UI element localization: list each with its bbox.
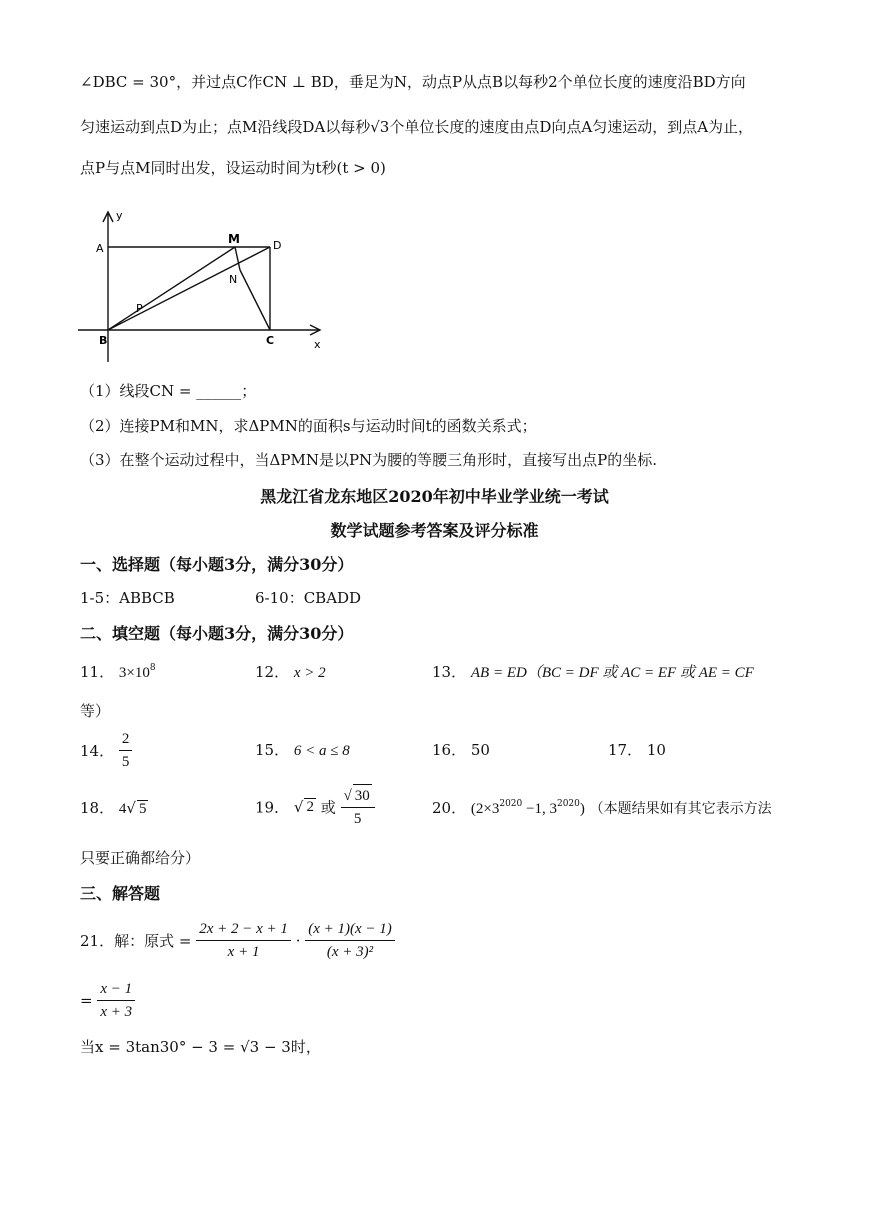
answer-18: 18． 4√ 5: [80, 799, 147, 817]
solution-21-line-3: 当x = 3tan30° − 3 = √3 − 3时，: [80, 1038, 321, 1056]
question-3: （3）在整个运动过程中，当ΔPMN是以PN为腰的等腰三角形时，直接写出点P的坐标.: [80, 451, 658, 469]
answer-15: 15． 6 < a ≤ 8: [255, 741, 350, 759]
section-choice-heading: 一、选择题（每小题3分，满分30分）: [80, 555, 354, 574]
answer-16: 16． 50: [432, 741, 490, 759]
answer-11: 11． $3\times 10^8$: [80, 663, 156, 681]
choice-answers-1-5: 1-5：ABBCB: [80, 589, 175, 607]
label-B: B: [99, 334, 108, 347]
segment-CN: [240, 270, 270, 330]
fraction-3: $\frac{x - 1}{x + 3}$: [97, 978, 135, 1023]
problem-line-1: ∠DBC = 30°，并过点C作CN ⊥ BD，垂足为N，动点P从点B以每秒2个单位长度的速度沿BD方向: [80, 73, 746, 91]
answer-title: 黑龙江省龙东地区2020年初中毕业学业统一考试: [260, 487, 609, 506]
answer-13: 13． AB = ED（BC = DF 或 AC = EF 或 AE = CF: [432, 663, 754, 681]
choice-answers-6-10: 6-10：CBADD: [255, 589, 362, 607]
answer-subtitle: 数学试题参考答案及评分标准: [330, 521, 539, 540]
label-y: y: [116, 209, 123, 222]
fraction-two-fifths: $\frac{2}{5}$: [119, 728, 133, 773]
label-N: N: [229, 273, 238, 286]
label-C: C: [266, 334, 275, 347]
segment-BD: [108, 247, 270, 330]
answer-19: 19． √ 2 或 $\frac{√ 30}{5}$: [255, 784, 375, 830]
problem-line-3: 点P与点M同时出发，设运动时间为t秒(t > 0): [80, 159, 386, 177]
geometry-figure: [72, 204, 332, 364]
radical-sign: √: [126, 799, 136, 817]
answer-12: 12． x > 2: [255, 663, 326, 681]
segment-PM: [108, 247, 238, 330]
problem-line-2: 匀速运动到点D为止；点M沿线段DA以每秒√3个单位长度的速度由点D向点A匀速运动，到点A为止，: [80, 118, 754, 136]
fraction-sqrt30-over-5: $\frac{√ 30}{5}$: [341, 784, 375, 830]
fraction-1: $\frac{2x + 2 - x + 1}{x + 1}$: [196, 918, 291, 963]
section-fill-heading: 二、填空题（每小题3分，满分30分）: [80, 624, 354, 643]
question-1: （1）线段CN = ______；: [80, 382, 257, 400]
answer-20-continued: 只要正确都给分）: [80, 849, 201, 867]
answer-13-continued: 等）: [80, 702, 111, 720]
answer-17: 17． 10: [608, 741, 666, 759]
label-M: M: [228, 232, 240, 246]
label-P: P: [136, 302, 143, 315]
question-2: （2）连接PM和MN，求ΔPMN的面积s与运动时间t的函数关系式；: [80, 417, 537, 435]
fraction-2: $\frac{(x + 1)(x - 1)}{\text{(x + 3)²}}$: [305, 918, 395, 963]
label-D: D: [273, 239, 282, 252]
label-x: x: [314, 338, 321, 351]
segment-MN: [235, 247, 240, 270]
solution-21-line-2: = $\frac{x - 1}{x + 3}$: [80, 978, 135, 1023]
answer-20: 20． ($2\times 3^{2020} -1$, $3^{2020}$) （本题结果如有其它表示方法: [432, 799, 772, 817]
solution-21-line-1: 21．解：原式 = $\frac{2x + 2 - x + 1}{x + 1}$ · $\frac{(x + 1)(x - 1)}{\text{(x + 3)²}}$: [80, 918, 395, 963]
section-solution-heading: 三、解答题: [80, 884, 161, 903]
answer-14: 14． $\frac{2}{5}$: [80, 728, 132, 773]
label-A: A: [96, 242, 104, 255]
